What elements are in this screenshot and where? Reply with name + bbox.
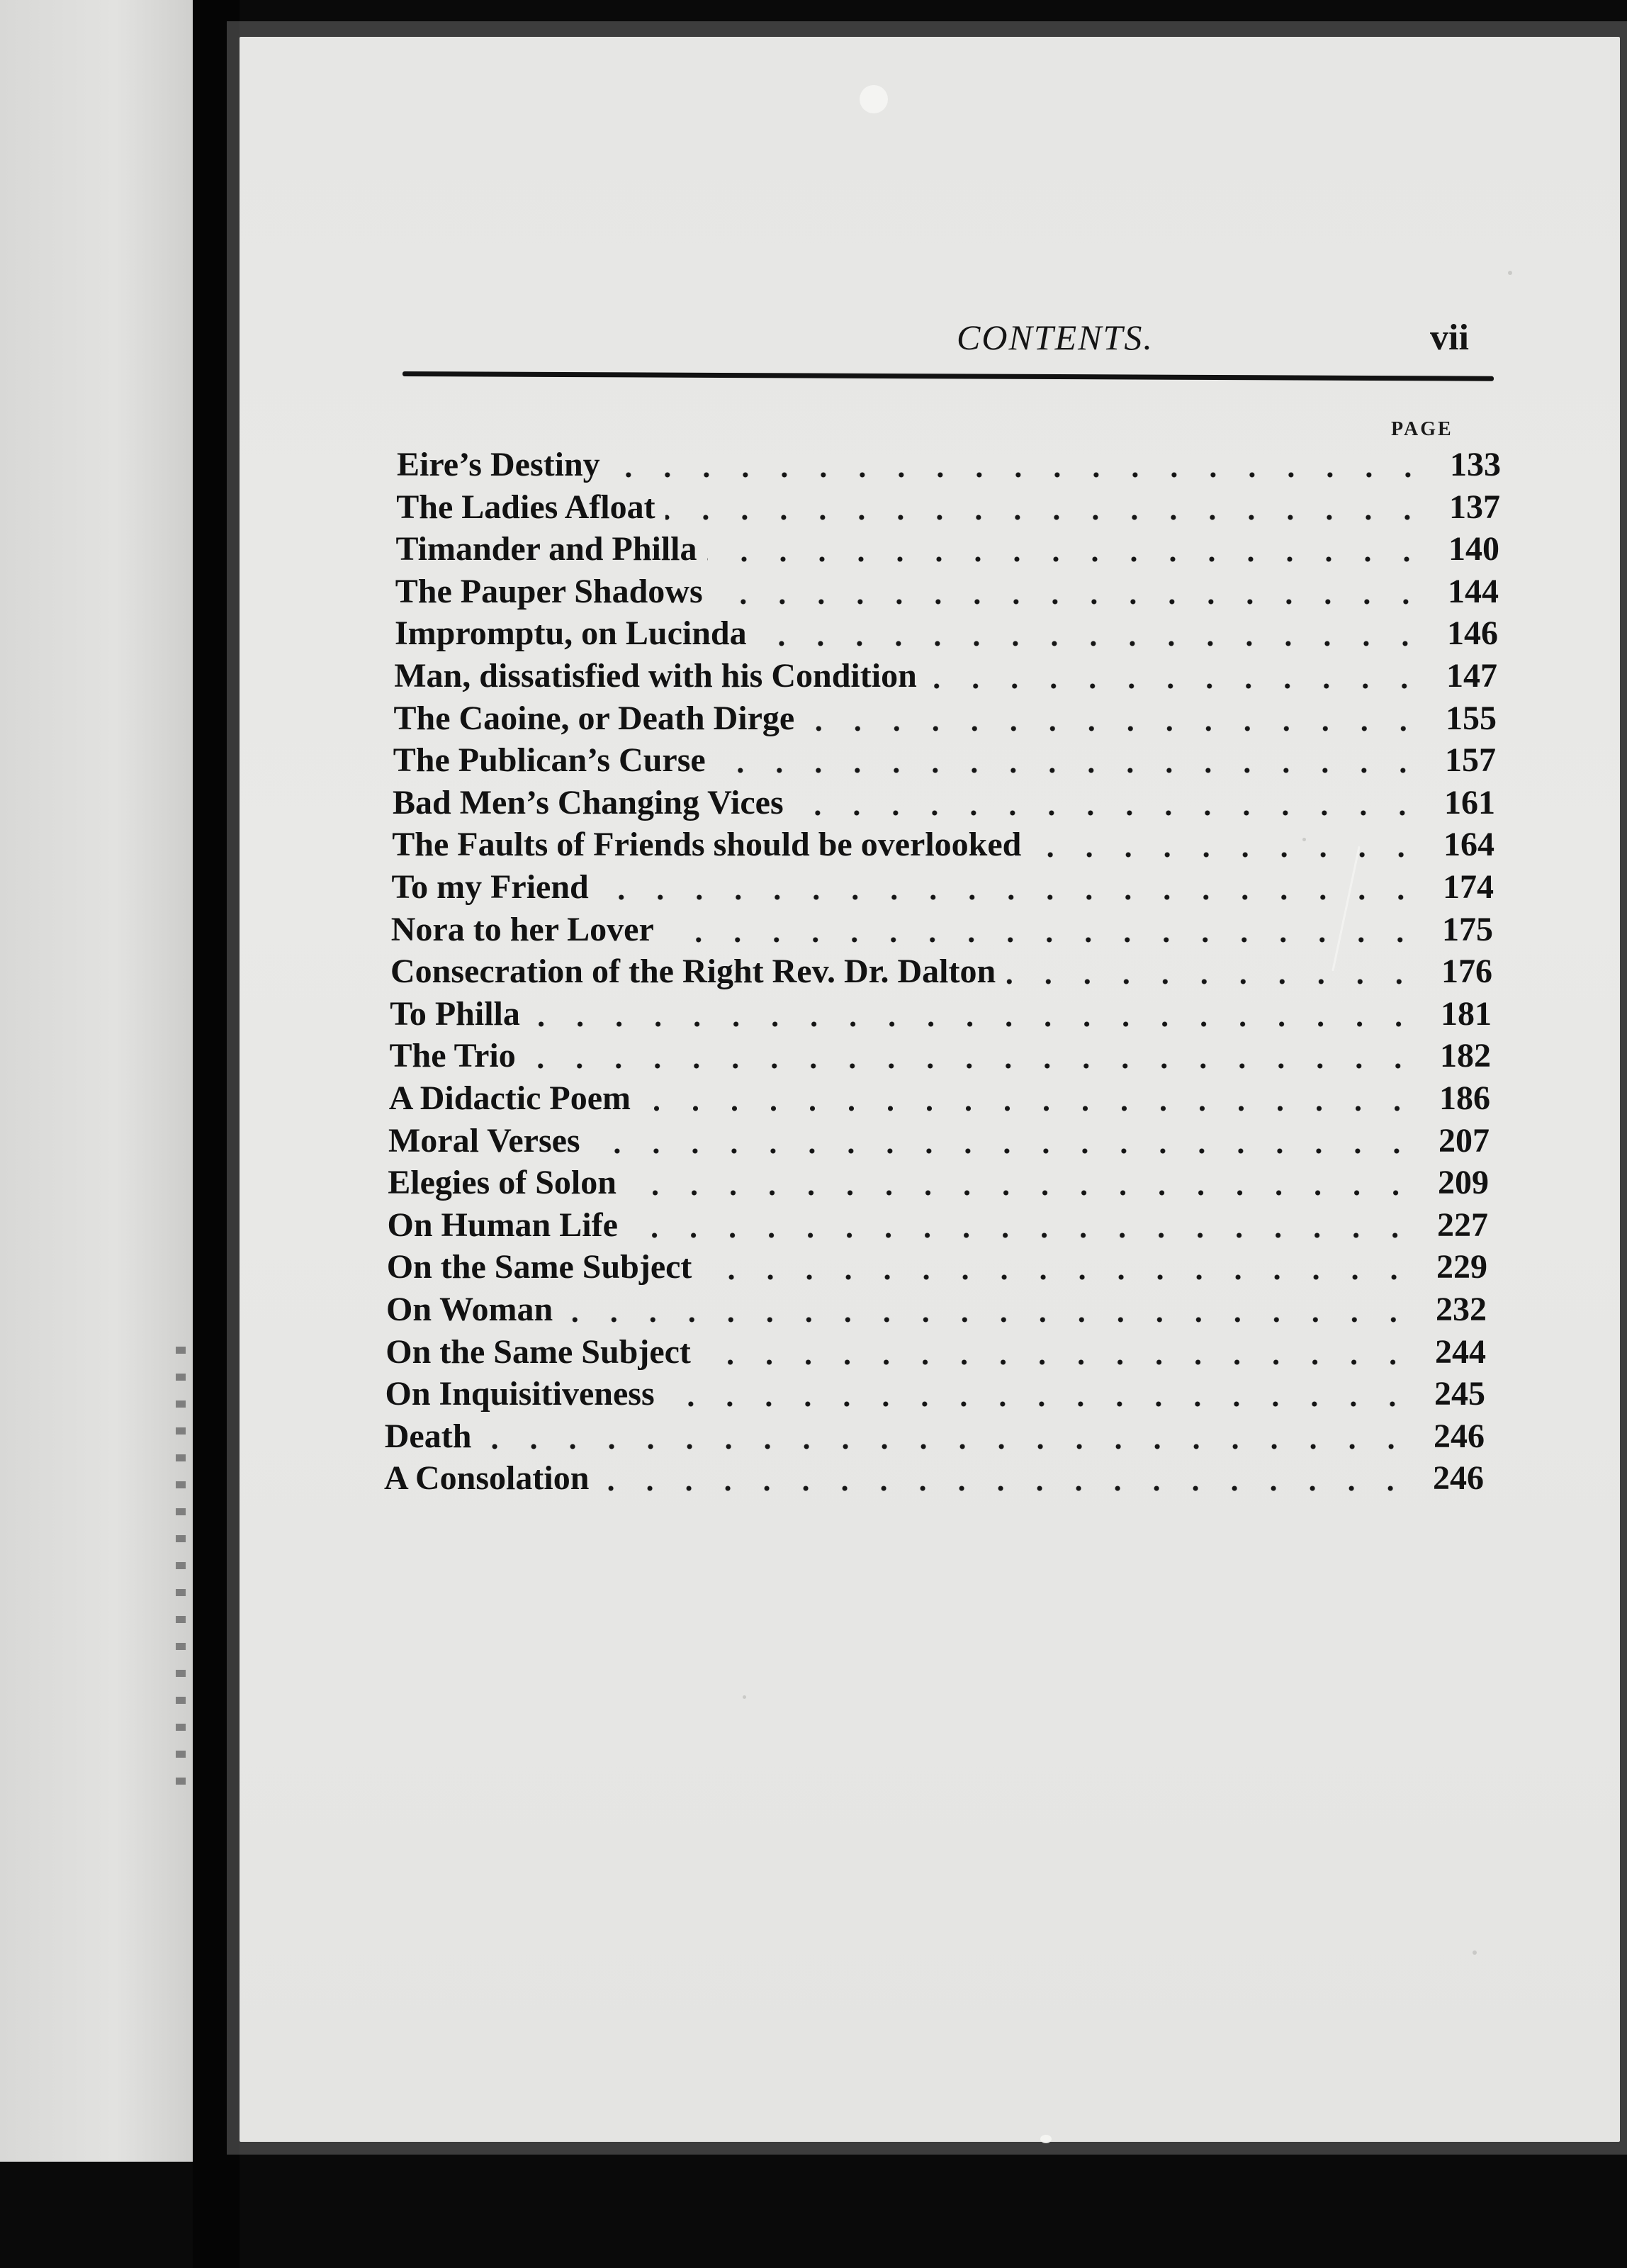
dot-leader [664, 936, 1419, 943]
dot-leader [530, 1021, 1418, 1028]
toc-entry-title: Timander and Philla [395, 530, 697, 568]
paper-speck [860, 85, 888, 113]
toc-entry-title: On the Same Subject [385, 1332, 691, 1371]
toc-entry-title: To Philla [390, 994, 520, 1033]
toc-entry[interactable] [392, 866, 1494, 909]
toc-entry-page: 245 [1434, 1375, 1485, 1413]
previous-page-text-marks [176, 1347, 186, 1786]
toc-entry-page: 176 [1441, 953, 1492, 991]
toc-entry-title: The Ladies Afloat [396, 488, 655, 526]
toc-entry-title: On Inquisitiveness [385, 1375, 655, 1413]
dot-leader [481, 1443, 1411, 1450]
toc-entry-title: On Woman [386, 1291, 553, 1328]
toc-entry[interactable] [388, 1162, 1489, 1204]
paper-speck [1508, 271, 1512, 275]
previous-page-edge [0, 0, 193, 2162]
toc-entry[interactable] [390, 950, 1492, 993]
toc-entry-page: 147 [1446, 657, 1497, 695]
dot-leader [757, 640, 1424, 647]
toc-entry-title: Eire’s Destiny [397, 446, 600, 483]
toc-entry-title: Moral Verses [388, 1121, 580, 1160]
toc-entry-title: Death [384, 1417, 472, 1455]
toc-entry-page: 244 [1435, 1332, 1486, 1371]
toc-entry-title: Nora to her Lover [390, 910, 654, 948]
paper-speck [1473, 1950, 1477, 1955]
toc-entry[interactable] [395, 571, 1499, 613]
page-number: vii [1430, 318, 1469, 358]
dot-leader [628, 1232, 1414, 1239]
toc-entry[interactable] [396, 528, 1500, 571]
toc-entry[interactable] [392, 824, 1494, 866]
toc-entry-page: 186 [1439, 1079, 1490, 1117]
toc-entry[interactable] [388, 1120, 1490, 1162]
toc-entry[interactable] [389, 1077, 1490, 1120]
dot-leader [626, 1189, 1415, 1196]
toc-entry-title: On Human Life [387, 1206, 618, 1244]
toc-entry[interactable] [390, 993, 1492, 1035]
toc-entry-page: 246 [1434, 1417, 1485, 1455]
toc-entry-title: A Didactic Poem [388, 1079, 631, 1117]
toc-entry-page: 146 [1447, 614, 1498, 653]
toc-entry[interactable] [388, 1204, 1489, 1247]
toc-entry[interactable] [393, 739, 1496, 782]
toc-entry-page: 175 [1442, 910, 1493, 948]
toc-entry-page: 246 [1433, 1459, 1484, 1498]
toc-entry[interactable] [387, 1246, 1487, 1289]
toc-entry-title: The Caoine, or Death Dirge [393, 699, 795, 737]
dot-leader [804, 725, 1423, 732]
toc-entry-page: 181 [1441, 994, 1492, 1033]
toc-entry-page: 207 [1439, 1121, 1490, 1160]
toc-entry-page: 155 [1446, 699, 1497, 737]
paper-speck [743, 1695, 746, 1699]
toc-entry-title: The Trio [389, 1037, 516, 1075]
toc-entry-title: Bad Men’s Changing Vices [393, 783, 784, 821]
dot-leader [716, 767, 1422, 774]
dot-leader [701, 1359, 1412, 1366]
toc-entry-page: 161 [1444, 783, 1495, 821]
dot-leader [702, 1274, 1414, 1281]
toc-entry-page: 232 [1436, 1291, 1487, 1328]
toc-entry[interactable] [385, 1415, 1485, 1458]
toc-entry-page: 157 [1445, 741, 1496, 780]
toc-entry[interactable] [390, 1035, 1492, 1077]
toc-entry[interactable] [384, 1457, 1484, 1500]
toc-entry-title: The Pauper Shadows [395, 572, 703, 610]
dot-leader [1031, 851, 1421, 858]
running-title: CONTENTS. [957, 318, 1154, 357]
toc-entry[interactable] [393, 782, 1495, 824]
toc-entry-title: Man, dissatisfied with his Condition [394, 657, 917, 695]
toc-entry[interactable] [396, 486, 1500, 529]
dot-leader [610, 471, 1427, 478]
toc-entry[interactable] [397, 444, 1501, 486]
toc-entry-title: Elegies of Solon [388, 1164, 617, 1202]
dot-leader [590, 1147, 1416, 1155]
page-column-heading: PAGE [1391, 418, 1453, 440]
toc-entry-page: 144 [1448, 572, 1499, 610]
dot-leader [713, 598, 1425, 605]
toc-entry[interactable] [386, 1289, 1487, 1331]
dot-leader [707, 556, 1426, 563]
toc-entry-page: 164 [1443, 826, 1494, 864]
toc-entry-page: 209 [1438, 1164, 1489, 1202]
toc-entry-page: 182 [1440, 1037, 1491, 1075]
dot-leader [1006, 978, 1419, 985]
toc-entry-page: 133 [1450, 446, 1501, 483]
toc-entry-title: Consecration of the Right Rev. Dr. Dalton [390, 953, 996, 991]
toc-entry-title: Impromptu, on Lucinda [395, 614, 747, 653]
toc-entry-title: To my Friend [391, 868, 589, 906]
dot-leader [599, 1485, 1410, 1492]
toc-entry-page: 137 [1449, 488, 1500, 526]
contents-page [240, 37, 1620, 2142]
paper-speck [1302, 838, 1306, 841]
toc-entry[interactable] [385, 1373, 1486, 1415]
dot-leader [599, 894, 1420, 901]
toc-entry-page: 174 [1443, 868, 1494, 906]
toc-entry[interactable] [391, 909, 1493, 951]
toc-entry-title: The Publican’s Curse [393, 741, 706, 780]
toc-entry-page: 140 [1448, 530, 1499, 568]
dot-leader [641, 1105, 1417, 1112]
paper-speck [1040, 2135, 1052, 2143]
toc-entry[interactable] [394, 655, 1497, 697]
toc-entry-page: 229 [1436, 1248, 1487, 1286]
dot-leader [526, 1062, 1417, 1070]
toc-entry[interactable] [385, 1331, 1486, 1374]
toc-entry-page: 227 [1437, 1206, 1488, 1244]
toc-entry[interactable] [395, 612, 1498, 655]
dot-leader [665, 514, 1426, 521]
dot-leader [665, 1400, 1412, 1408]
toc-entry-title: On the Same Subject [386, 1248, 692, 1286]
table-of-contents [240, 37, 1620, 2142]
toc-entry[interactable] [394, 697, 1497, 740]
toc-entry-title: The Faults of Friends should be overlooked [392, 826, 1022, 864]
dot-leader [794, 809, 1421, 816]
toc-entry-title: A Consolation [384, 1459, 590, 1498]
dot-leader [927, 683, 1424, 690]
dot-leader [563, 1316, 1413, 1323]
